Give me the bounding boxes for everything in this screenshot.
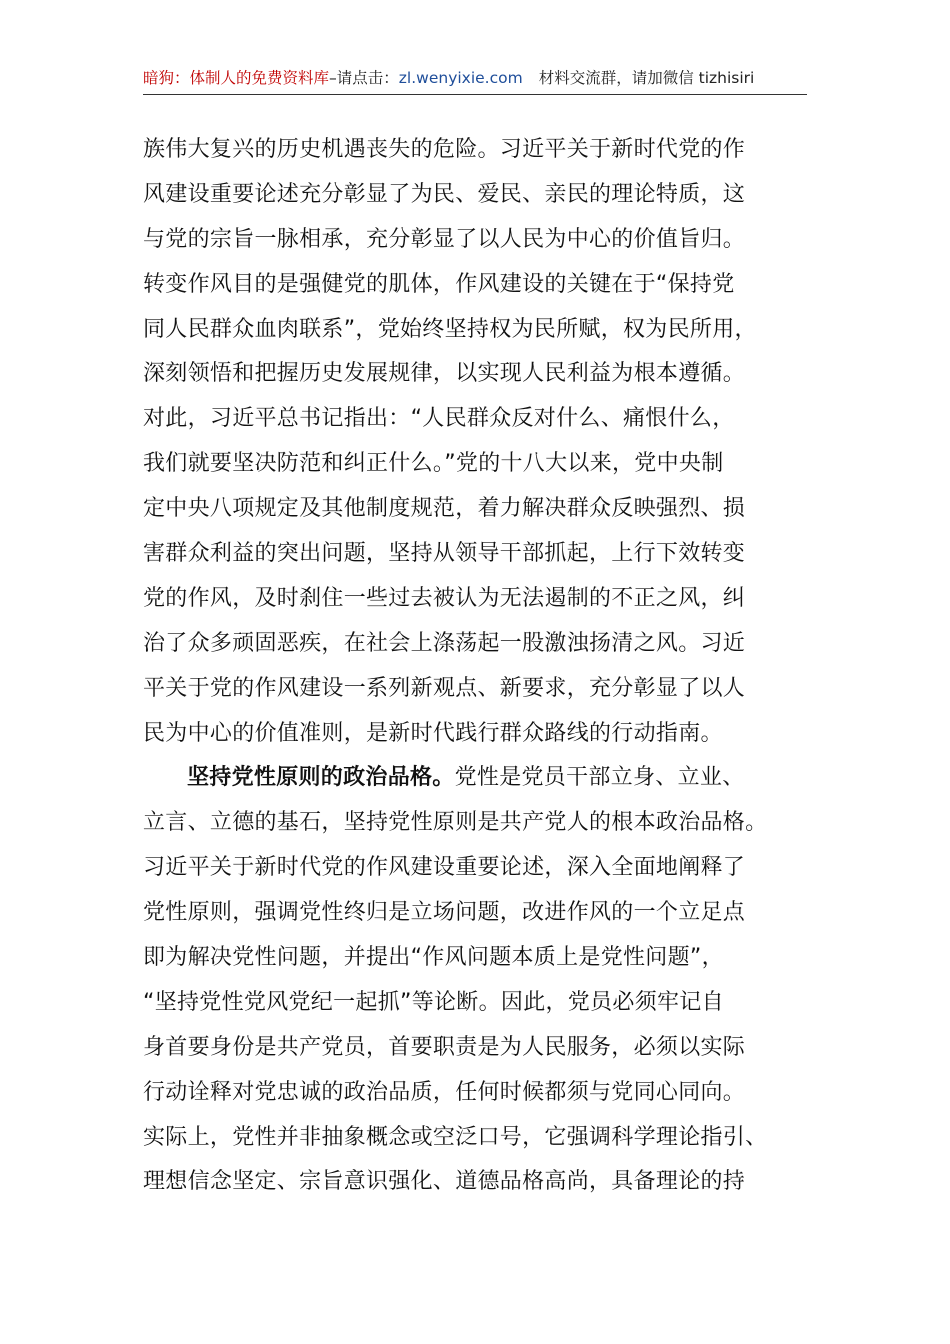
text-line: 对此，习近平总书记指出：“人民群众反对什么、痛恨什么， (143, 406, 735, 432)
text-line: 实际上，党性并非抽象概念或空泛口号，它强调科学理论指引、 (143, 1124, 768, 1150)
section-first-line-text: 党性是党员干部立身、立业、 (454, 765, 745, 791)
header-brand-text: 暗狗：体制人的免费资料库 (143, 69, 330, 87)
text-line: 我们就要坚决防范和纠正什么。”党的十八大以来，党中央制 (143, 451, 724, 477)
header-prompt-text: –请点击： (329, 69, 399, 87)
text-line: 立言、立德的基石，坚持党性原则是共产党人的根本政治品格。 (143, 810, 768, 836)
page-header (143, 62, 807, 95)
paragraph-first-line (143, 756, 807, 801)
text-line: 转变作风目的是强健党的肌体，作风建设的关键在于“保持党 (143, 271, 735, 297)
section-heading: 坚持党性原则的政治品格。 (187, 765, 455, 791)
text-line: 风建设重要论述充分彰显了为民、爱民、亲民的理论特质，这 (143, 181, 746, 207)
text-line: 深刻领悟和把握历史发展规律，以实现人民利益为根本遵循。 (143, 361, 746, 387)
text-line: 同人民群众血肉联系”，党始终坚持权为民所赋，权为民所用， (143, 316, 757, 342)
text-line: 治了众多顽固恶疾，在社会上涤荡起一股激浊扬清之风。习近 (143, 630, 746, 656)
text-line: 党性原则，强调党性终归是立场问题，改进作风的一个立足点 (143, 900, 746, 926)
text-line: “坚持党性党风党纪一起抓”等论断。因此，党员必须牢记自 (143, 989, 724, 1015)
header-url-link[interactable]: zl.wenyixie.com (398, 69, 523, 87)
text-line: 身首要身份是共产党员，首要职责是为人民服务，必须以实际 (143, 1034, 746, 1060)
text-line: 行动诠释对党忠诚的政治品质，任何时候都须与党同心同向。 (143, 1079, 746, 1105)
document-body (143, 128, 807, 1205)
text-line: 理想信念坚定、宗旨意识强化、道德品格高尚，具备理论的持 (143, 1169, 746, 1195)
text-line: 害群众利益的突出问题，坚持从领导干部抓起，上行下效转变 (143, 541, 746, 567)
text-line: 与党的宗旨一脉相承，充分彰显了以人民为中心的价值旨归。 (143, 226, 746, 252)
text-line: 平关于党的作风建设一系列新观点、新要求，充分彰显了以人 (143, 675, 746, 701)
text-line: 党的作风，及时刹住一些过去被认为无法遏制的不正之风，纠 (143, 585, 746, 611)
text-line: 即为解决党性问题，并提出“作风问题本质上是党性问题”， (143, 945, 724, 971)
header-contact-text: 材料交流群，请加微信 tizhisiri (538, 69, 755, 87)
text-line: 定中央八项规定及其他制度规范，着力解决群众反映强烈、损 (143, 496, 746, 522)
text-line: 民为中心的价值准则，是新时代践行群众路线的行动指南。 (143, 720, 723, 746)
text-line: 族伟大复兴的历史机遇丧失的危险。习近平关于新时代党的作 (143, 137, 746, 162)
text-line: 习近平关于新时代党的作风建设重要论述，深入全面地阐释了 (143, 855, 746, 881)
